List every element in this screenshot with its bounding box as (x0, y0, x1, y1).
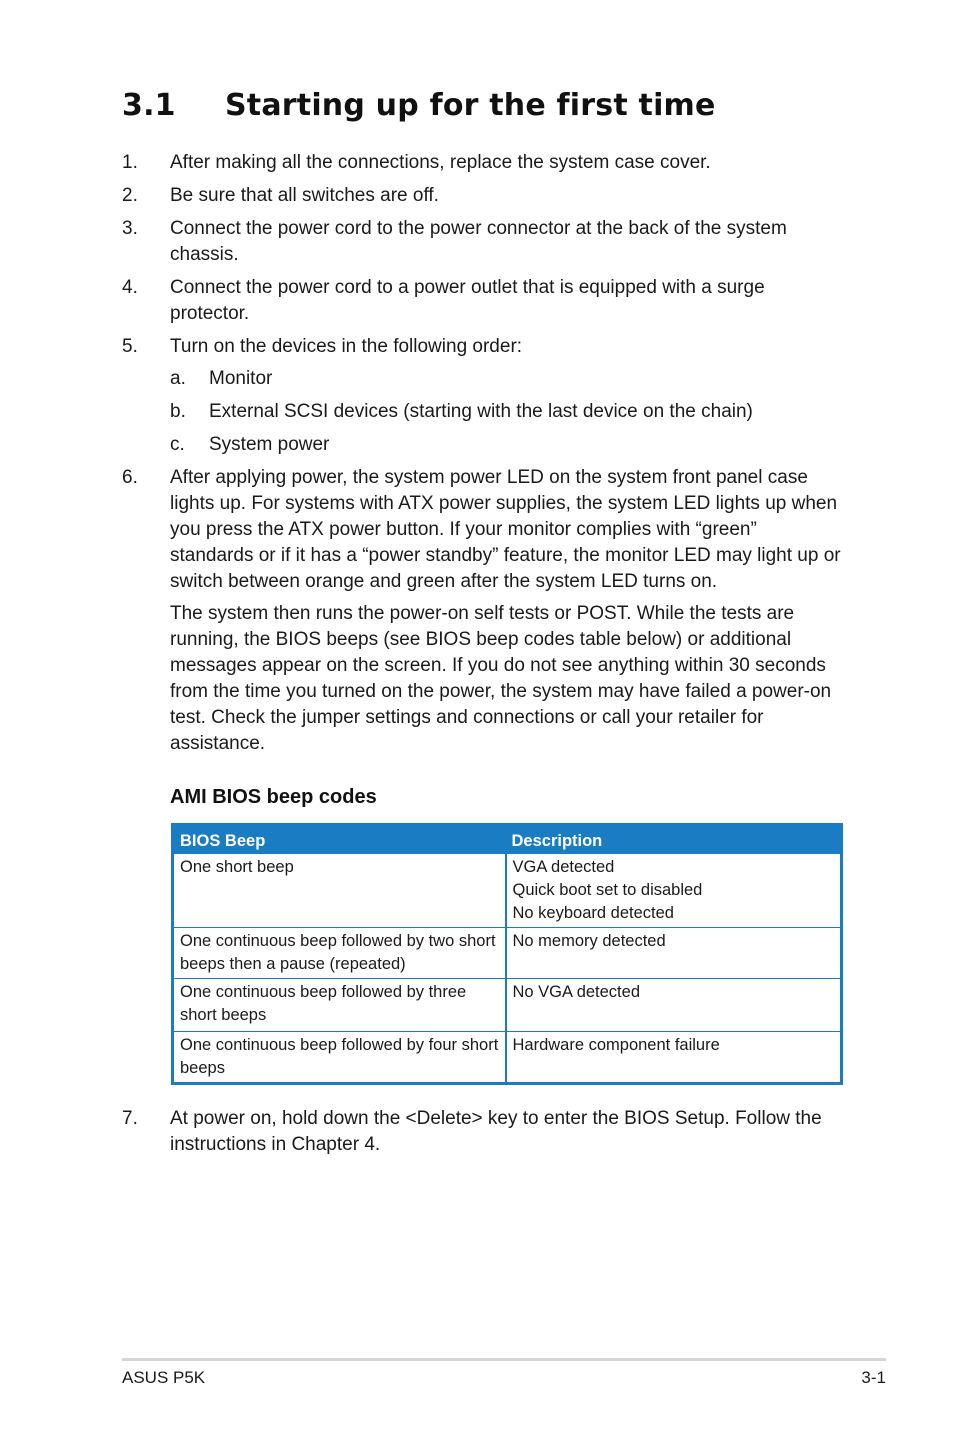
step-number: 6. (122, 467, 138, 488)
substep-a (170, 366, 842, 392)
step-2 (122, 183, 842, 209)
beep-cell: One short beep (173, 854, 506, 928)
substep-letter: b. (170, 401, 186, 422)
description-cell (506, 1032, 842, 1084)
post-paragraph: The system then runs the power-on self tests or POST. While the tests are running, the BIOS beeps (see BIOS beep codes table below) or additional messages appear on the screen. If you do not see anything within 30 seconds from the time you turned on the power, the system may have failed a power-on test. Check the jumper settings and connections or call your retailer for assistance. (170, 603, 832, 754)
step-text: Connect the power cord to a power outlet that is equipped with a surge protector. (170, 277, 765, 324)
step-number: 5. (122, 336, 138, 357)
description-line: VGA detected (512, 858, 615, 876)
footer-page-number: 3-1 (861, 1368, 886, 1387)
table-row (173, 928, 842, 979)
description-cell (506, 928, 842, 979)
column-header-description: Description (506, 825, 842, 854)
table-row (173, 979, 842, 1032)
section-number: 3.1 (122, 88, 176, 123)
description-cell (506, 854, 842, 928)
substep-letter: c. (170, 434, 185, 455)
step-text: Be sure that all switches are off. (170, 185, 439, 206)
description-line: No VGA detected (512, 983, 640, 1001)
substep-b (170, 399, 842, 425)
step-text: Connect the power cord to the power connector at the back of the system chassis. (170, 218, 787, 265)
description-line: No keyboard detected (512, 904, 674, 922)
substep-text: Monitor (209, 368, 273, 389)
step-4 (122, 275, 842, 327)
step-number: 7. (122, 1108, 138, 1129)
section-heading (122, 88, 716, 123)
step-text: After making all the connections, replace the system case cover. (170, 152, 711, 173)
description-line: Quick boot set to disabled (512, 881, 703, 899)
step-number: 3. (122, 218, 138, 239)
beep-codes-table (171, 823, 843, 1085)
beep-cell: One continuous beep followed by two short beeps then a pause (repeated) (173, 928, 506, 979)
step-3 (122, 216, 822, 268)
beep-cell: One continuous beep followed by three short beeps (173, 979, 506, 1032)
substep-text: System power (209, 434, 330, 455)
description-line: Hardware component failure (512, 1036, 720, 1054)
table-row (173, 1032, 842, 1084)
step-number: 4. (122, 277, 138, 298)
footer-product-name: ASUS P5K (122, 1368, 206, 1387)
step-text: After applying power, the system power LED on the system front panel case lights up. For systems with ATX power supplies, the system LED lights up when you press the ATX power button. If your monitor complies with “green” standards or if it has a “power standby” feature, the monitor LED may light up or switch between orange and green after the system LED turns on. (170, 467, 841, 592)
footer-divider (122, 1358, 886, 1361)
table-header-row (173, 825, 842, 854)
step-1 (122, 150, 842, 176)
substep-text: External SCSI devices (starting with the last device on the chain) (209, 401, 753, 422)
description-cell (506, 979, 842, 1032)
step-text: At power on, hold down the <Delete> key to enter the BIOS Setup. Follow the instructions in Chapter 4. (170, 1108, 822, 1155)
beep-cell: One continuous beep followed by four short beeps (173, 1032, 506, 1084)
step-7 (122, 1106, 842, 1158)
step-number: 1. (122, 152, 138, 173)
section-title: Starting up for the first time (225, 88, 716, 123)
step-number: 2. (122, 185, 138, 206)
beep-table-title: AMI BIOS beep codes (170, 786, 377, 808)
column-header-bios-beep: BIOS Beep (173, 825, 506, 854)
substep-letter: a. (170, 368, 186, 389)
step-text: Turn on the devices in the following order: (170, 336, 523, 357)
description-line: No memory detected (512, 932, 666, 950)
table-row (173, 854, 842, 928)
step-6 (122, 465, 842, 595)
step-5 (122, 334, 842, 360)
substep-c (170, 432, 842, 458)
